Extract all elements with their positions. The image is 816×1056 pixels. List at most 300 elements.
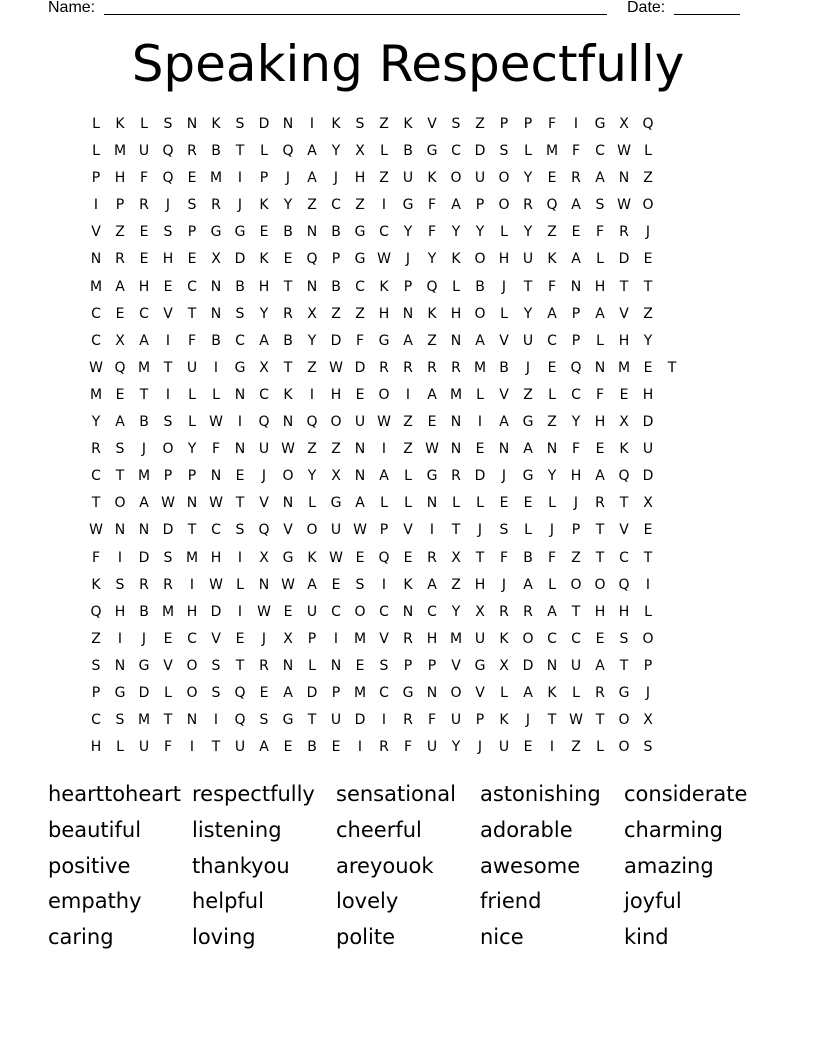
grid-letter: U: [474, 170, 486, 187]
grid-letter: [660, 572, 684, 599]
grid-letter: U: [570, 657, 582, 674]
page-title: Speaking Respectfully: [131, 35, 685, 93]
grid-letter: F: [211, 441, 221, 458]
grid-letter: R: [523, 603, 533, 620]
grid-letter: K: [547, 684, 557, 701]
grid-letter: [660, 599, 684, 626]
grid-letter: Y: [451, 224, 461, 241]
grid-letter: R: [283, 305, 293, 322]
grid-letter: Z: [403, 441, 413, 458]
grid-letter: L: [116, 739, 124, 756]
grid-letter: S: [379, 657, 389, 674]
grid-letter: G: [354, 224, 366, 241]
word-list-item: respectfully: [192, 782, 315, 806]
grid-letter: P: [499, 116, 509, 132]
grid-letter: S: [235, 522, 245, 539]
grid-letter: P: [403, 278, 413, 295]
grid-letter: I: [213, 712, 219, 729]
grid-letter: A: [595, 170, 605, 187]
grid-letter: F: [547, 116, 557, 132]
grid-letter: M: [137, 359, 151, 376]
grid-letter: X: [259, 359, 269, 376]
grid-letter: S: [211, 657, 221, 674]
grid-letter: U: [186, 359, 198, 376]
grid-letter: T: [163, 712, 173, 729]
grid-letter: Q: [234, 712, 246, 729]
grid-letter: N: [330, 657, 342, 674]
grid-letter: O: [642, 197, 654, 214]
word-list-item: joyful: [624, 889, 682, 914]
grid-letter: Q: [114, 359, 126, 376]
word-list-item: positive: [48, 853, 131, 878]
grid-letter: L: [404, 495, 412, 512]
grid-letter: G: [402, 197, 414, 214]
grid-letter: Z: [331, 441, 341, 458]
grid-letter: K: [403, 116, 413, 132]
grid-letter: X: [499, 657, 509, 674]
grid-letter: W: [425, 441, 439, 458]
grid-letter: Y: [187, 441, 197, 458]
grid-letter: H: [186, 603, 198, 620]
grid-letter: V: [475, 684, 485, 701]
grid-letter: V: [403, 522, 413, 539]
grid-letter: N: [402, 305, 414, 322]
grid-letter: E: [523, 739, 533, 756]
grid-letter: J: [477, 739, 483, 756]
grid-letter: R: [403, 359, 413, 376]
grid-letter: I: [117, 630, 123, 647]
grid-letter: D: [642, 468, 654, 485]
grid-letter: Q: [282, 143, 294, 160]
grid-letter: [660, 707, 684, 734]
grid-letter: T: [595, 522, 605, 539]
word-list-item: areyouok: [336, 853, 434, 878]
grid-letter: N: [546, 441, 558, 458]
grid-letter: L: [548, 386, 556, 403]
grid-letter: I: [357, 739, 363, 756]
grid-letter: A: [595, 305, 605, 322]
word-list-item: nice: [480, 925, 524, 950]
grid-letter: I: [573, 116, 579, 132]
grid-letter: E: [187, 251, 197, 268]
grid-letter: L: [188, 386, 196, 403]
grid-letter: N: [282, 414, 294, 431]
grid-letter: P: [571, 332, 581, 349]
grid-letter: H: [378, 305, 390, 322]
grid-letter: W: [281, 576, 295, 593]
grid-letter: E: [139, 224, 149, 241]
grid-letter: G: [234, 224, 246, 241]
grid-letter: L: [644, 143, 652, 160]
grid-letter: V: [499, 386, 509, 403]
grid-letter: T: [619, 657, 629, 674]
grid-letter: O: [306, 522, 318, 539]
grid-letter: B: [283, 332, 293, 349]
grid-letter: R: [259, 657, 269, 674]
grid-letter: D: [234, 251, 246, 268]
grid-letter: Y: [283, 197, 293, 214]
grid-letter: S: [595, 197, 605, 214]
grid-letter: I: [309, 116, 315, 132]
grid-letter: J: [645, 224, 651, 241]
grid-letter: I: [237, 549, 243, 566]
grid-letter: H: [618, 332, 630, 349]
grid-letter: J: [573, 495, 579, 512]
grid-letter: B: [523, 549, 533, 566]
word-list-item: friend: [480, 889, 542, 914]
grid-letter: J: [405, 251, 411, 268]
grid-letter: E: [139, 251, 149, 268]
grid-letter: E: [259, 224, 269, 241]
grid-letter: O: [618, 712, 630, 729]
grid-letter: S: [115, 576, 125, 593]
grid-letter: C: [451, 143, 461, 160]
worksheet-header: [48, 0, 748, 20]
grid-letter: D: [474, 143, 486, 160]
grid-letter: S: [235, 305, 245, 322]
word-list-item: helpful: [192, 889, 264, 914]
grid-letter: A: [523, 441, 533, 458]
grid-letter: Y: [547, 468, 557, 485]
grid-letter: V: [619, 305, 629, 322]
grid-letter: K: [283, 386, 293, 403]
grid-letter: G: [402, 684, 414, 701]
grid-letter: H: [114, 170, 126, 187]
grid-letter: R: [379, 739, 389, 756]
grid-letter: L: [380, 495, 388, 512]
grid-letter: V: [499, 332, 509, 349]
grid-letter: R: [139, 197, 149, 214]
grid-letter: Z: [379, 170, 389, 187]
grid-letter: G: [378, 332, 390, 349]
word-list-item: considerate: [624, 782, 748, 806]
grid-letter: O: [186, 657, 198, 674]
grid-letter: Q: [90, 603, 102, 620]
grid-letter: Z: [451, 576, 461, 593]
grid-letter: E: [595, 441, 605, 458]
grid-letter: S: [115, 441, 125, 458]
grid-letter: A: [283, 684, 293, 701]
grid-letter: V: [451, 657, 461, 674]
grid-letter: P: [427, 657, 437, 674]
grid-letter: B: [331, 224, 341, 241]
grid-letter: C: [187, 630, 197, 647]
grid-letter: U: [402, 170, 414, 187]
grid-letter: Z: [475, 116, 485, 132]
grid-letter: H: [450, 305, 462, 322]
grid-letter: L: [308, 495, 316, 512]
grid-letter: A: [547, 305, 557, 322]
grid-letter: Z: [355, 305, 365, 322]
grid-letter: H: [618, 603, 630, 620]
grid-letter: L: [236, 576, 244, 593]
grid-letter: K: [331, 116, 341, 132]
grid-letter: Z: [547, 414, 557, 431]
grid-letter: Q: [642, 116, 654, 132]
grid-letter: W: [569, 712, 583, 729]
word-list-item: sensational: [336, 782, 456, 806]
grid-letter: W: [257, 603, 271, 620]
grid-letter: S: [451, 116, 461, 132]
grid-letter: A: [379, 468, 389, 485]
grid-letter: N: [186, 116, 198, 132]
grid-letter: G: [234, 359, 246, 376]
grid-letter: Q: [162, 170, 174, 187]
grid-letter: F: [163, 739, 173, 756]
grid-letter: I: [429, 522, 435, 539]
grid-letter: C: [235, 332, 245, 349]
grid-letter: F: [499, 549, 509, 566]
word-list-item: astonishing: [480, 782, 601, 806]
grid-letter: F: [427, 197, 437, 214]
grid-letter: P: [379, 522, 389, 539]
grid-letter: D: [642, 414, 654, 431]
grid-letter: H: [594, 278, 606, 295]
grid-letter: H: [138, 278, 150, 295]
grid-letter: J: [285, 170, 291, 187]
grid-letter: I: [405, 386, 411, 403]
grid-letter: E: [235, 630, 245, 647]
grid-letter: D: [354, 712, 366, 729]
grid-letter: O: [618, 739, 630, 756]
grid-letter: N: [306, 278, 318, 295]
grid-letter: H: [594, 414, 606, 431]
grid-letter: T: [643, 278, 653, 295]
grid-letter: A: [355, 495, 365, 512]
grid-letter: O: [498, 170, 510, 187]
grid-letter: L: [524, 143, 532, 160]
grid-letter: O: [450, 684, 462, 701]
grid-letter: B: [211, 143, 221, 160]
date-blank-line[interactable]: [674, 14, 740, 15]
grid-letter: G: [594, 116, 606, 132]
grid-letter: H: [354, 170, 366, 187]
grid-letter: I: [645, 576, 651, 593]
grid-letter: T: [667, 359, 677, 376]
grid-letter: O: [186, 684, 198, 701]
name-blank-line[interactable]: [104, 14, 607, 15]
grid-letter: [660, 626, 684, 653]
grid-letter: K: [211, 116, 221, 132]
grid-letter: Q: [234, 684, 246, 701]
grid-letter: W: [161, 495, 175, 512]
grid-letter: J: [165, 197, 171, 214]
grid-letter: Z: [643, 305, 653, 322]
grid-letter: R: [427, 549, 437, 566]
grid-letter: C: [91, 712, 101, 729]
grid-letter: Z: [115, 224, 125, 241]
grid-letter: F: [427, 224, 437, 241]
grid-letter: T: [211, 739, 221, 756]
grid-letter: [660, 192, 684, 219]
grid-letter: A: [547, 603, 557, 620]
grid-letter: H: [474, 576, 486, 593]
word-list-item: charming: [624, 817, 723, 842]
grid-letter: M: [137, 712, 151, 729]
grid-letter: N: [210, 305, 222, 322]
grid-letter: A: [403, 332, 413, 349]
grid-letter: E: [523, 495, 533, 512]
grid-letter: J: [477, 522, 483, 539]
grid-letter: K: [307, 549, 317, 566]
grid-letter: R: [499, 603, 509, 620]
grid-letter: S: [355, 576, 365, 593]
grid-letter: A: [571, 251, 581, 268]
grid-letter: T: [187, 305, 197, 322]
grid-letter: R: [211, 197, 221, 214]
grid-letter: D: [474, 468, 486, 485]
grid-letter: L: [452, 278, 460, 295]
grid-letter: G: [114, 684, 126, 701]
word-list-item: cheerful: [336, 817, 422, 842]
grid-letter: W: [377, 251, 391, 268]
grid-letter: S: [163, 414, 173, 431]
grid-letter: Z: [427, 332, 437, 349]
grid-letter: Q: [546, 197, 558, 214]
grid-letter: T: [595, 712, 605, 729]
grid-letter: P: [187, 224, 197, 241]
grid-letter: C: [211, 522, 221, 539]
grid-letter: E: [571, 224, 581, 241]
grid-letter: N: [306, 224, 318, 241]
grid-letter: D: [618, 251, 630, 268]
grid-letter: J: [549, 522, 555, 539]
grid-letter: U: [138, 143, 150, 160]
grid-letter: Y: [331, 143, 341, 160]
grid-letter: E: [427, 414, 437, 431]
grid-letter: B: [499, 359, 509, 376]
grid-letter: A: [523, 684, 533, 701]
grid-letter: R: [619, 224, 629, 241]
grid-letter: U: [354, 414, 366, 431]
grid-letter: E: [331, 739, 341, 756]
grid-letter: Z: [571, 739, 581, 756]
grid-letter: J: [261, 630, 267, 647]
grid-letter: Z: [571, 549, 581, 566]
grid-letter: E: [355, 549, 365, 566]
grid-letter: I: [189, 739, 195, 756]
grid-letter: V: [379, 630, 389, 647]
word-list-item: hearttoheart: [48, 782, 182, 806]
grid-letter: T: [547, 712, 557, 729]
grid-letter: O: [450, 170, 462, 187]
grid-letter: Y: [475, 224, 485, 241]
grid-letter: N: [138, 522, 150, 539]
word-list-item: empathy: [48, 889, 142, 914]
grid-letter: I: [333, 630, 339, 647]
grid-letter: X: [307, 305, 317, 322]
grid-letter: G: [522, 468, 534, 485]
grid-letter: E: [355, 657, 365, 674]
grid-letter: L: [596, 332, 604, 349]
grid-letter: X: [451, 549, 461, 566]
grid-letter: C: [379, 684, 389, 701]
grid-letter: N: [354, 441, 366, 458]
grid-letter: I: [237, 170, 243, 187]
grid-letter: A: [427, 576, 437, 593]
grid-letter: B: [475, 278, 485, 295]
grid-letter: A: [427, 386, 437, 403]
grid-letter: N: [450, 332, 462, 349]
grid-letter: P: [571, 305, 581, 322]
grid-letter: A: [115, 414, 125, 431]
grid-letter: L: [308, 657, 316, 674]
grid-letter: C: [187, 278, 197, 295]
grid-letter: H: [114, 603, 126, 620]
letter-grid: [89, 111, 696, 761]
grid-letter: C: [91, 332, 101, 349]
grid-letter: L: [596, 739, 604, 756]
grid-letter: P: [643, 657, 653, 674]
grid-letter: Z: [331, 305, 341, 322]
grid-letter: M: [89, 386, 103, 403]
grid-letter: O: [378, 386, 390, 403]
grid-letter: Z: [307, 441, 317, 458]
grid-letter: H: [162, 251, 174, 268]
grid-letter: N: [114, 522, 126, 539]
grid-letter: F: [403, 739, 413, 756]
grid-letter: Y: [427, 251, 437, 268]
grid-letter: N: [210, 278, 222, 295]
grid-letter: E: [115, 305, 125, 322]
grid-letter: T: [235, 495, 245, 512]
grid-letter: R: [403, 712, 413, 729]
grid-letter: E: [643, 359, 653, 376]
grid-letter: S: [619, 630, 629, 647]
grid-letter: N: [426, 684, 438, 701]
grid-letter: L: [500, 305, 508, 322]
grid-letter: M: [209, 170, 223, 187]
grid-letter: T: [163, 359, 173, 376]
grid-letter: O: [498, 197, 510, 214]
grid-letter: L: [596, 251, 604, 268]
grid-letter: P: [163, 468, 173, 485]
grid-letter: H: [498, 251, 510, 268]
grid-letter: I: [213, 359, 219, 376]
grid-letter: L: [452, 495, 460, 512]
grid-letter: F: [547, 549, 557, 566]
grid-letter: W: [209, 576, 223, 593]
grid-letter: H: [330, 386, 342, 403]
grid-letter: N: [186, 495, 198, 512]
grid-letter: [660, 219, 684, 246]
grid-letter: J: [141, 630, 147, 647]
grid-letter: R: [187, 143, 197, 160]
grid-letter: T: [307, 712, 317, 729]
grid-letter: T: [235, 143, 245, 160]
grid-letter: J: [141, 441, 147, 458]
grid-letter: B: [331, 278, 341, 295]
grid-letter: M: [353, 684, 367, 701]
grid-letter: K: [547, 251, 557, 268]
grid-letter: D: [258, 116, 270, 132]
grid-letter: [660, 165, 684, 192]
grid-letter: M: [137, 468, 151, 485]
grid-letter: P: [403, 657, 413, 674]
grid-letter: Z: [643, 170, 653, 187]
grid-letter: I: [237, 414, 243, 431]
grid-letter: U: [330, 522, 342, 539]
grid-letter: M: [353, 630, 367, 647]
grid-letter: P: [523, 116, 533, 132]
grid-letter: A: [595, 657, 605, 674]
word-list-item: polite: [336, 925, 396, 950]
grid-letter: C: [355, 278, 365, 295]
grid-letter: U: [498, 739, 510, 756]
grid-letter: A: [139, 495, 149, 512]
grid-letter: [660, 653, 684, 680]
grid-letter: O: [114, 495, 126, 512]
